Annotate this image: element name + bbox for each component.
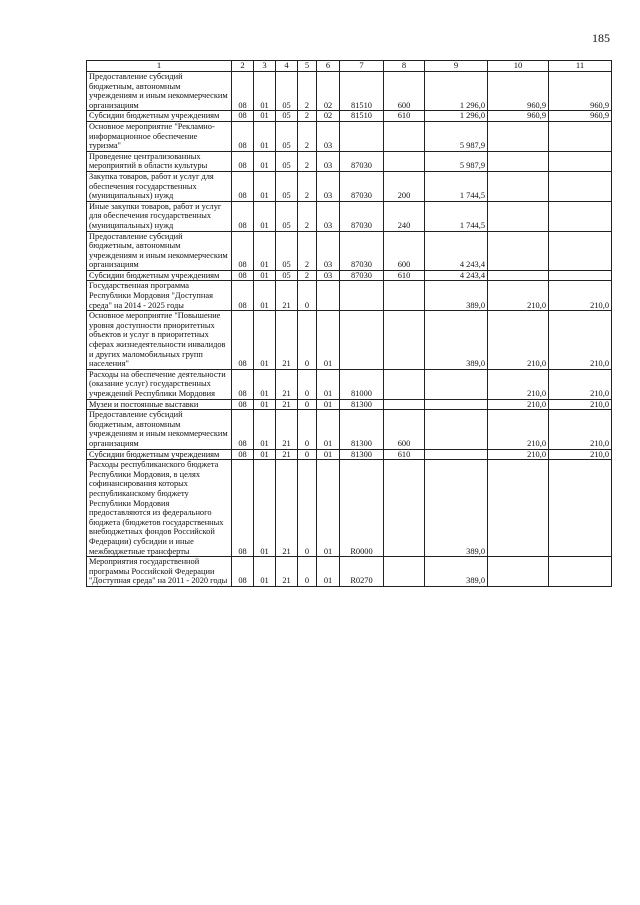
amount-2020: 960,9 (488, 111, 549, 122)
code-subsection: 05 (276, 270, 298, 281)
code-ministry: 08 (232, 460, 254, 557)
column-header: 3 (254, 61, 276, 72)
code-direction: 87030 (340, 151, 384, 171)
amount-2020 (488, 201, 549, 231)
amount-2019: 1 744,5 (425, 201, 488, 231)
row-name: Основное мероприятие "Рекламно-информационное обеспечение туризма" (87, 121, 232, 151)
code-ministry: 08 (232, 111, 254, 122)
amount-2019 (425, 369, 488, 399)
code-subprogram: 2 (298, 231, 317, 270)
code-subprogram: 2 (298, 171, 317, 201)
code-subsection: 21 (276, 311, 298, 370)
amount-2020 (488, 270, 549, 281)
code-direction (340, 281, 384, 311)
amount-2021 (549, 460, 612, 557)
row-name: Предоставление субсидий бюджетным, автономным учреждениям и иным некоммерческим организациям (87, 231, 232, 270)
amount-2021: 210,0 (549, 399, 612, 410)
amount-2019: 1 296,0 (425, 72, 488, 111)
code-section: 01 (254, 201, 276, 231)
code-expense-type: 600 (384, 410, 425, 449)
code-subprogram: 0 (298, 449, 317, 460)
code-section: 01 (254, 410, 276, 449)
code-subprogram: 2 (298, 111, 317, 122)
code-event: 03 (317, 151, 340, 171)
row-name: Субсидии бюджетным учреждениям (87, 111, 232, 122)
code-ministry: 08 (232, 151, 254, 171)
column-header: 10 (488, 61, 549, 72)
code-event: 03 (317, 270, 340, 281)
code-subsection: 21 (276, 410, 298, 449)
code-event: 01 (317, 557, 340, 587)
budget-table (86, 60, 612, 587)
table-row (87, 270, 612, 281)
code-section: 01 (254, 121, 276, 151)
amount-2020: 210,0 (488, 449, 549, 460)
code-section: 01 (254, 270, 276, 281)
code-subprogram: 0 (298, 399, 317, 410)
row-name: Закупка товаров, работ и услуг для обеспечения государственных (муниципальных) нужд (87, 171, 232, 201)
row-name: Государственная программа Республики Мордовия "Доступная среда" на 2014 - 2025 годы (87, 281, 232, 311)
code-subsection: 21 (276, 281, 298, 311)
row-name: Расходы республиканского бюджета Республики Мордовия, в целях софинансирования которых республиканскому бюджету Республики Мордовия предоставляются из федерального бюджета (бюджетов государственных внебюджетных фондов Российской Федерации) субсидии и иные межбюджетные трансферты (87, 460, 232, 557)
amount-2021 (549, 201, 612, 231)
table-body (87, 72, 612, 587)
code-event: 01 (317, 449, 340, 460)
code-direction: 87030 (340, 201, 384, 231)
code-subsection: 05 (276, 111, 298, 122)
code-event: 01 (317, 410, 340, 449)
amount-2019: 4 243,4 (425, 270, 488, 281)
amount-2021 (549, 151, 612, 171)
amount-2019 (425, 449, 488, 460)
code-subsection: 21 (276, 460, 298, 557)
amount-2021: 210,0 (549, 369, 612, 399)
code-subsection: 05 (276, 231, 298, 270)
code-section: 01 (254, 231, 276, 270)
code-expense-type: 610 (384, 449, 425, 460)
code-ministry: 08 (232, 281, 254, 311)
code-section: 01 (254, 72, 276, 111)
code-subsection: 05 (276, 171, 298, 201)
code-section: 01 (254, 171, 276, 201)
amount-2021: 960,9 (549, 111, 612, 122)
code-subprogram: 2 (298, 151, 317, 171)
code-expense-type: 610 (384, 111, 425, 122)
table-row (87, 151, 612, 171)
code-ministry: 08 (232, 231, 254, 270)
table-row (87, 460, 612, 557)
amount-2019: 5 987,9 (425, 121, 488, 151)
code-section: 01 (254, 151, 276, 171)
code-expense-type (384, 281, 425, 311)
code-event: 01 (317, 460, 340, 557)
amount-2021 (549, 557, 612, 587)
code-section: 01 (254, 369, 276, 399)
table-row (87, 171, 612, 201)
code-ministry: 08 (232, 399, 254, 410)
table-row (87, 449, 612, 460)
row-name: Основное мероприятие "Повышение уровня доступности приоритетных объектов и услуг в приоритетных сферах жизнедеятельности инвалидов и других маломобильных групп населения" (87, 311, 232, 370)
amount-2020 (488, 121, 549, 151)
code-subprogram: 2 (298, 72, 317, 111)
code-expense-type (384, 121, 425, 151)
column-header: 2 (232, 61, 254, 72)
amount-2020: 210,0 (488, 399, 549, 410)
code-ministry: 08 (232, 449, 254, 460)
amount-2020: 210,0 (488, 281, 549, 311)
row-name: Проведение централизованных мероприятий в области культуры (87, 151, 232, 171)
code-subprogram: 0 (298, 311, 317, 370)
code-section: 01 (254, 281, 276, 311)
code-direction: 81510 (340, 111, 384, 122)
row-name: Предоставление субсидий бюджетным, автономным учреждениям и иным некоммерческим организациям (87, 72, 232, 111)
code-ministry: 08 (232, 369, 254, 399)
table-row (87, 311, 612, 370)
code-section: 01 (254, 399, 276, 410)
code-event (317, 281, 340, 311)
row-name: Предоставление субсидий бюджетным, автономным учреждениям и иным некоммерческим организациям (87, 410, 232, 449)
amount-2020 (488, 557, 549, 587)
header-row (87, 61, 612, 72)
amount-2019: 1 744,5 (425, 171, 488, 201)
code-subprogram: 2 (298, 270, 317, 281)
code-event: 01 (317, 369, 340, 399)
amount-2020 (488, 460, 549, 557)
table-row (87, 121, 612, 151)
amount-2021 (549, 231, 612, 270)
code-expense-type (384, 399, 425, 410)
amount-2020: 210,0 (488, 369, 549, 399)
code-event: 02 (317, 72, 340, 111)
table-row (87, 231, 612, 270)
code-subprogram: 0 (298, 410, 317, 449)
row-name: Расходы на обеспечение деятельности (оказание услуг) государственных учреждений Республики Мордовия (87, 369, 232, 399)
code-section: 01 (254, 449, 276, 460)
code-direction (340, 121, 384, 151)
code-expense-type (384, 311, 425, 370)
table-row (87, 399, 612, 410)
table-row (87, 369, 612, 399)
code-expense-type (384, 460, 425, 557)
code-event: 03 (317, 171, 340, 201)
code-expense-type (384, 369, 425, 399)
code-subsection: 21 (276, 399, 298, 410)
row-name: Субсидии бюджетным учреждениям (87, 449, 232, 460)
column-header: 4 (276, 61, 298, 72)
code-subsection: 05 (276, 121, 298, 151)
table-row (87, 281, 612, 311)
code-subprogram: 0 (298, 557, 317, 587)
code-expense-type (384, 151, 425, 171)
code-direction: 87030 (340, 231, 384, 270)
amount-2021 (549, 270, 612, 281)
column-header: 1 (87, 61, 232, 72)
code-ministry: 08 (232, 121, 254, 151)
column-header: 5 (298, 61, 317, 72)
amount-2019: 5 987,9 (425, 151, 488, 171)
code-event: 03 (317, 231, 340, 270)
amount-2021: 210,0 (549, 410, 612, 449)
code-subsection: 05 (276, 151, 298, 171)
code-ministry: 08 (232, 311, 254, 370)
amount-2019: 4 243,4 (425, 231, 488, 270)
column-header: 7 (340, 61, 384, 72)
code-ministry: 08 (232, 72, 254, 111)
code-event: 01 (317, 399, 340, 410)
code-expense-type (384, 557, 425, 587)
code-section: 01 (254, 311, 276, 370)
code-expense-type: 200 (384, 171, 425, 201)
amount-2019: 389,0 (425, 460, 488, 557)
code-expense-type: 600 (384, 231, 425, 270)
table-row (87, 72, 612, 111)
code-subsection: 21 (276, 449, 298, 460)
code-direction: R0000 (340, 460, 384, 557)
amount-2020 (488, 151, 549, 171)
column-header: 11 (549, 61, 612, 72)
amount-2020: 210,0 (488, 410, 549, 449)
amount-2020 (488, 231, 549, 270)
code-section: 01 (254, 557, 276, 587)
amount-2019: 389,0 (425, 281, 488, 311)
code-subprogram: 0 (298, 460, 317, 557)
amount-2020: 210,0 (488, 311, 549, 370)
code-ministry: 08 (232, 270, 254, 281)
code-direction: 81300 (340, 410, 384, 449)
row-name: Музеи и постоянные выставки (87, 399, 232, 410)
amount-2021: 210,0 (549, 449, 612, 460)
table-row (87, 111, 612, 122)
code-direction: 87030 (340, 171, 384, 201)
code-expense-type: 610 (384, 270, 425, 281)
page-number: 185 (592, 31, 610, 45)
code-ministry: 08 (232, 557, 254, 587)
code-direction (340, 311, 384, 370)
code-expense-type: 240 (384, 201, 425, 231)
code-expense-type: 600 (384, 72, 425, 111)
code-direction: R0270 (340, 557, 384, 587)
code-direction: 81000 (340, 369, 384, 399)
table-row (87, 557, 612, 587)
code-direction: 81300 (340, 399, 384, 410)
code-event: 01 (317, 311, 340, 370)
code-event: 03 (317, 201, 340, 231)
amount-2021: 210,0 (549, 281, 612, 311)
code-section: 01 (254, 111, 276, 122)
code-section: 01 (254, 460, 276, 557)
row-name: Мероприятия государственной программы Российской Федерации "Доступная среда" на 2011 - 2020 годы (87, 557, 232, 587)
amount-2019 (425, 399, 488, 410)
code-subprogram: 2 (298, 121, 317, 151)
code-subsection: 05 (276, 201, 298, 231)
row-name: Субсидии бюджетным учреждениям (87, 270, 232, 281)
code-ministry: 08 (232, 201, 254, 231)
amount-2019: 1 296,0 (425, 111, 488, 122)
code-event: 02 (317, 111, 340, 122)
code-ministry: 08 (232, 410, 254, 449)
table-row (87, 201, 612, 231)
code-subprogram: 0 (298, 369, 317, 399)
amount-2021: 210,0 (549, 311, 612, 370)
amount-2020 (488, 171, 549, 201)
code-subsection: 21 (276, 557, 298, 587)
code-subprogram: 0 (298, 281, 317, 311)
code-subsection: 05 (276, 72, 298, 111)
code-event: 03 (317, 121, 340, 151)
amount-2019: 389,0 (425, 311, 488, 370)
amount-2019: 389,0 (425, 557, 488, 587)
amount-2019 (425, 410, 488, 449)
amount-2021 (549, 121, 612, 151)
code-ministry: 08 (232, 171, 254, 201)
table-row (87, 410, 612, 449)
column-header: 9 (425, 61, 488, 72)
code-direction: 81300 (340, 449, 384, 460)
row-name: Иные закупки товаров, работ и услуг для обеспечения государственных (муниципальных) нужд (87, 201, 232, 231)
code-direction: 81510 (340, 72, 384, 111)
amount-2021: 960,9 (549, 72, 612, 111)
code-subprogram: 2 (298, 201, 317, 231)
code-subsection: 21 (276, 369, 298, 399)
column-header: 6 (317, 61, 340, 72)
code-direction: 87030 (340, 270, 384, 281)
amount-2020: 960,9 (488, 72, 549, 111)
column-header: 8 (384, 61, 425, 72)
amount-2021 (549, 171, 612, 201)
